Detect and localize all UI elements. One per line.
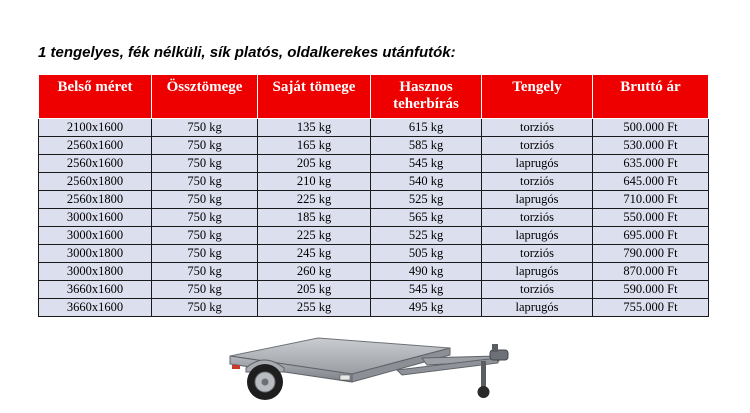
cell-size: 2560x1600 <box>39 137 152 155</box>
cell-total-weight: 750 kg <box>152 299 258 317</box>
table-row <box>39 263 709 281</box>
cell-payload: 505 kg <box>371 245 482 263</box>
cell-own-weight: 205 kg <box>258 155 371 173</box>
header-gross-price: Bruttó ár <box>593 75 709 119</box>
table-row <box>39 119 709 137</box>
cell-own-weight: 210 kg <box>258 173 371 191</box>
cell-own-weight: 255 kg <box>258 299 371 317</box>
cell-payload: 540 kg <box>371 173 482 191</box>
table-header-row <box>39 75 709 119</box>
cell-size: 3000x1800 <box>39 245 152 263</box>
table-row <box>39 245 709 263</box>
cell-price: 790.000 Ft <box>593 245 709 263</box>
cell-payload: 585 kg <box>371 137 482 155</box>
cell-total-weight: 750 kg <box>152 137 258 155</box>
cell-payload: 525 kg <box>371 191 482 209</box>
cell-axle: torziós <box>482 281 593 299</box>
table-row <box>39 227 709 245</box>
cell-size: 3660x1600 <box>39 281 152 299</box>
cell-total-weight: 750 kg <box>152 263 258 281</box>
header-own-weight: Saját tömege <box>258 75 371 119</box>
cell-total-weight: 750 kg <box>152 245 258 263</box>
cell-total-weight: 750 kg <box>152 209 258 227</box>
cell-own-weight: 245 kg <box>258 245 371 263</box>
cell-total-weight: 750 kg <box>152 119 258 137</box>
cell-size: 3000x1600 <box>39 227 152 245</box>
cell-axle: laprugós <box>482 155 593 173</box>
cell-axle: torziós <box>482 137 593 155</box>
header-inner-size: Belső méret <box>39 75 152 119</box>
cell-own-weight: 225 kg <box>258 191 371 209</box>
cell-total-weight: 750 kg <box>152 173 258 191</box>
table-row <box>39 137 709 155</box>
cell-price: 530.000 Ft <box>593 137 709 155</box>
cell-own-weight: 135 kg <box>258 119 371 137</box>
cell-price: 635.000 Ft <box>593 155 709 173</box>
cell-size: 3000x1600 <box>39 209 152 227</box>
cell-payload: 545 kg <box>371 155 482 173</box>
cell-size: 2560x1600 <box>39 155 152 173</box>
cell-total-weight: 750 kg <box>152 227 258 245</box>
cell-total-weight: 750 kg <box>152 155 258 173</box>
cell-price: 550.000 Ft <box>593 209 709 227</box>
cell-price: 755.000 Ft <box>593 299 709 317</box>
cell-total-weight: 750 kg <box>152 191 258 209</box>
table-row <box>39 155 709 173</box>
cell-own-weight: 225 kg <box>258 227 371 245</box>
table-row <box>39 281 709 299</box>
cell-price: 870.000 Ft <box>593 263 709 281</box>
header-payload: Hasznos teherbírás <box>371 75 482 119</box>
cell-payload: 565 kg <box>371 209 482 227</box>
cell-own-weight: 260 kg <box>258 263 371 281</box>
cell-axle: torziós <box>482 173 593 191</box>
cell-payload: 495 kg <box>371 299 482 317</box>
cell-axle: torziós <box>482 209 593 227</box>
table-row <box>39 173 709 191</box>
cell-payload: 615 kg <box>371 119 482 137</box>
cell-price: 590.000 Ft <box>593 281 709 299</box>
cell-own-weight: 205 kg <box>258 281 371 299</box>
cell-total-weight: 750 kg <box>152 281 258 299</box>
cell-payload: 525 kg <box>371 227 482 245</box>
cell-price: 710.000 Ft <box>593 191 709 209</box>
cell-payload: 490 kg <box>371 263 482 281</box>
page-heading: 1 tengelyes, fék nélküli, sík platós, oldalkerekes utánfutók: <box>38 44 456 61</box>
table-row <box>39 191 709 209</box>
cell-price: 500.000 Ft <box>593 119 709 137</box>
cell-price: 645.000 Ft <box>593 173 709 191</box>
cell-own-weight: 185 kg <box>258 209 371 227</box>
trailer-icon <box>222 334 522 413</box>
cell-axle: laprugós <box>482 191 593 209</box>
table-row <box>39 299 709 317</box>
cell-axle: laprugós <box>482 263 593 281</box>
cell-axle: torziós <box>482 119 593 137</box>
cell-size: 2100x1600 <box>39 119 152 137</box>
cell-size: 2560x1800 <box>39 173 152 191</box>
table-row <box>39 209 709 227</box>
cell-payload: 545 kg <box>371 281 482 299</box>
header-total-weight: Össztömege <box>152 75 258 119</box>
cell-size: 2560x1800 <box>39 191 152 209</box>
cell-own-weight: 165 kg <box>258 137 371 155</box>
header-axle: Tengely <box>482 75 593 119</box>
cell-size: 3000x1800 <box>39 263 152 281</box>
cell-axle: laprugós <box>482 299 593 317</box>
cell-size: 3660x1600 <box>39 299 152 317</box>
cell-price: 695.000 Ft <box>593 227 709 245</box>
cell-axle: torziós <box>482 245 593 263</box>
price-table <box>38 74 709 317</box>
cell-axle: laprugós <box>482 227 593 245</box>
